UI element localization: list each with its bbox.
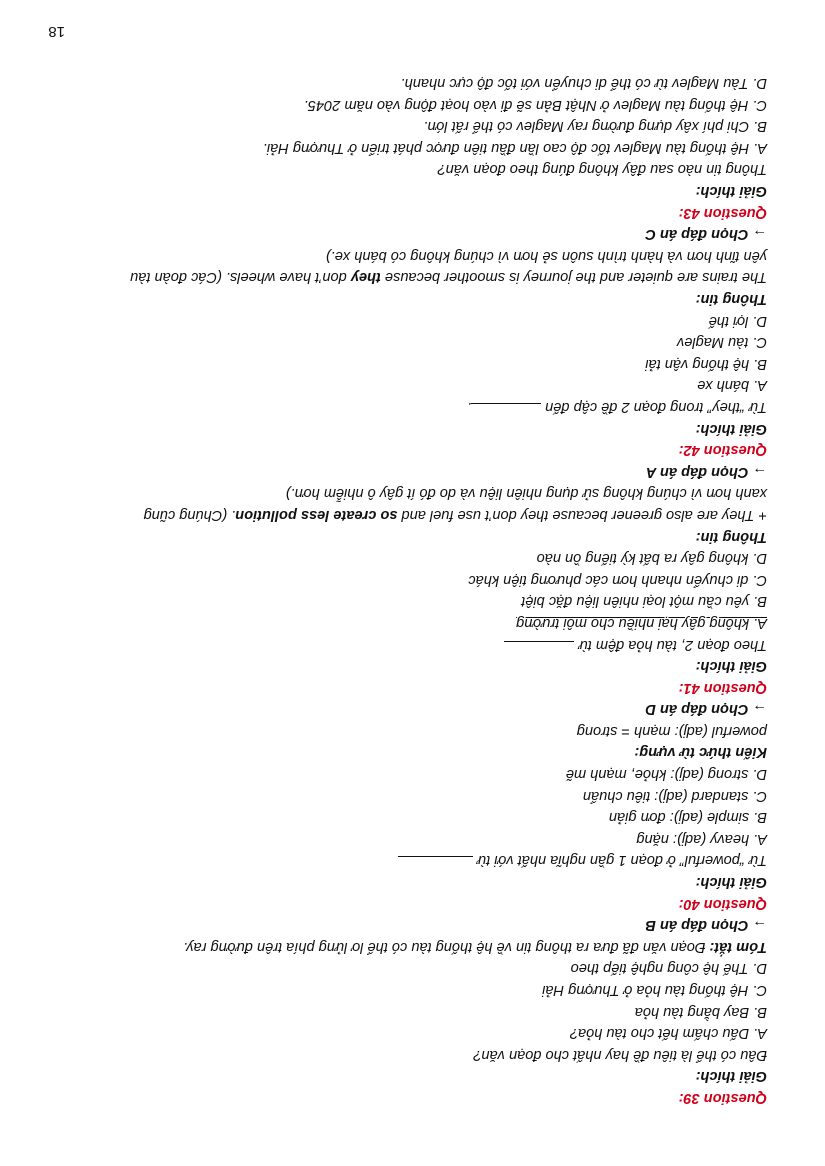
- q41-option-b: B. yêu cầu một loại nhiên liệu đặc biệt: [521, 593, 767, 610]
- q39-summary: [37, 935, 767, 957]
- q40-explain-label: Giải thích:: [695, 874, 767, 891]
- q42-answer: → Chọn đáp án C: [645, 226, 767, 243]
- page-content: [37, 72, 767, 1109]
- q41-info-line1: [37, 503, 767, 525]
- q41-option-a-text: A. không gây hại nhiều cho môi trường: [516, 614, 767, 631]
- q41-option-d: D. không gây ra bất kỳ tiếng ồn nào: [536, 550, 767, 567]
- q43-option-b: B. Chi phí xây dựng đường ray Maglev có thể rất lớn.: [423, 118, 767, 135]
- question-42-heading: Question 42:: [678, 442, 767, 459]
- q43-explain-label: Giải thích:: [695, 183, 767, 200]
- q41-question-line: [37, 633, 767, 655]
- q41-explain-label: Giải thích:: [695, 658, 767, 675]
- q41-option-c: C. di chuyển nhanh hơn các phương tiện khác: [468, 571, 767, 588]
- q39-option-c: C. Hệ thống tàu hỏa ở Thượng Hải: [542, 982, 767, 999]
- q41-info-line2: xanh hơn vì chúng không sử dụng nhiên liệu và do đó ít gây ô nhiễm hơn.): [285, 485, 767, 502]
- question-41-heading: Question 41:: [678, 679, 767, 696]
- q40-vocab-text: powerful (adj): mạnh = strong: [576, 722, 767, 739]
- q42-option-a: A. bánh xe: [697, 377, 767, 394]
- q40-option-c: C. standard (adj): tiêu chuẩn: [582, 787, 767, 804]
- answer-blank: [504, 641, 574, 654]
- q42-info-label: Thông tin:: [695, 291, 767, 308]
- q39-question: Đâu có thể là tiêu đề hay nhất cho đoạn văn?: [473, 1046, 767, 1063]
- q43-option-d: D. Tàu Maglev từ có thể di chuyển với tốc độ cực nhanh.: [400, 75, 767, 92]
- q43-option-c: C. Hệ thống tàu Maglev ở Nhật Bản sẽ đi vào hoạt động vào năm 2045.: [303, 96, 767, 113]
- q42-question: Từ “they” trong đoạn 2 đề cập đến: [545, 399, 767, 415]
- question-43-heading: Question 43:: [678, 204, 767, 221]
- q41-info-pre: + They are also greener because they don’t use fuel and: [397, 506, 767, 523]
- q42-question-line: [37, 395, 767, 417]
- q42-info-bold: they: [350, 269, 381, 286]
- q42-option-b: B. hệ thống vận tải: [645, 355, 767, 372]
- q40-answer: → Chọn đáp án D: [645, 701, 767, 718]
- q40-option-d: D. strong (adj): khỏe, mạnh mẽ: [565, 766, 767, 783]
- q41-info-bold: so create less pollution: [235, 506, 398, 523]
- q40-question: Từ “powerful” ở đoạn 1 gần nghĩa nhất với từ: [476, 852, 767, 869]
- question-39-heading: Question 39:: [678, 1090, 767, 1106]
- q41-answer: → Chọn đáp án A: [645, 463, 767, 480]
- q42-option-c: C. tàu Maglev: [676, 334, 767, 351]
- q41-info-post: . (Chúng cũng: [143, 506, 236, 523]
- q39-summary-text: Đoạn văn đã đưa ra thông tin về hệ thống tàu có thể lơ lửng phía trên đường ray.: [183, 938, 710, 955]
- q43-question: Thông tin nào sau đây không đúng theo đoạn văn?: [437, 161, 767, 178]
- q42-info-line2: yên tĩnh hơn và hành trình suôn sẻ hơn vì chúng không có bánh xe.): [325, 247, 767, 264]
- q42-explain-label: Giải thích:: [695, 420, 767, 437]
- q42-info-post: don’t have wheels. (Các đoàn tàu: [130, 269, 351, 286]
- q43-option-a: A. Hệ thống tàu Maglev tốc độ cao lần đầu tiên được phát triển ở Thượng Hải.: [262, 139, 767, 156]
- q39-option-b: B. Bay bằng tàu hỏa: [634, 1003, 767, 1020]
- q40-option-b: B. simple (adj): đơn giản: [608, 809, 767, 826]
- answer-blank: [471, 403, 541, 416]
- question-40-heading: Question 40:: [678, 895, 767, 912]
- q39-option-d: D. Thế hệ công nghệ tiếp theo: [570, 960, 767, 977]
- q42-info-pre: The trains are quieter and the journey is smoother because: [380, 269, 767, 286]
- q42-option-d: D. lợi thế: [708, 312, 767, 329]
- q39-explain-label: Giải thích:: [695, 1068, 767, 1085]
- q42-question-end: .: [467, 399, 472, 415]
- q42-info-line1: [37, 266, 767, 288]
- q40-vocab-label: Kiến thức từ vựng:: [634, 744, 767, 761]
- q39-answer: → Chọn đáp án B: [645, 917, 767, 934]
- q40-option-a: A. heavy (adj): nặng: [636, 830, 767, 847]
- page-number: 18: [48, 23, 65, 40]
- q40-question-line: [37, 849, 767, 871]
- q41-question: Theo đoạn 2, tàu hỏa đệm từ: [578, 636, 767, 653]
- q41-option-a: [37, 611, 767, 633]
- q39-summary-label: Tóm tắt:: [709, 938, 767, 955]
- q41-info-label: Thông tin:: [695, 528, 767, 545]
- answer-blank: [398, 856, 473, 869]
- q39-option-a: A. Dấu chấm hết cho tàu hỏa?: [569, 1025, 767, 1042]
